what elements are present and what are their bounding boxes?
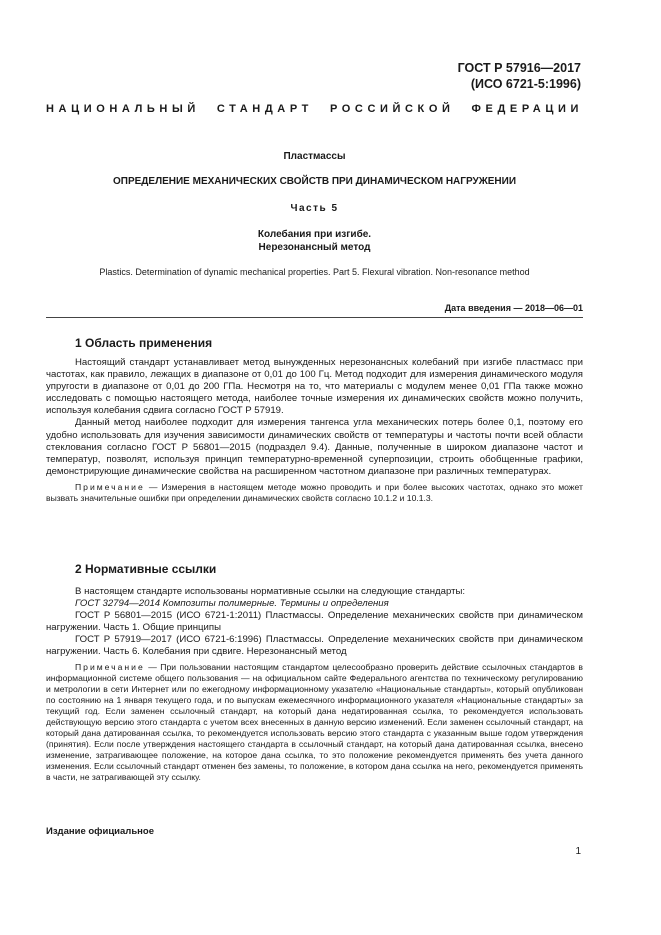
section-2-note [46,662,583,783]
reference-2: ГОСТ Р 56801—2015 (ИСО 6721-1:2011) Пластмассы. Определение механических свойств при динамическом нагружении. Часть 1. Общие принципы [46,610,583,634]
edition-label: Издание официальное [46,826,154,837]
national-standard-banner: НАЦИОНАЛЬНЫЙ СТАНДАРТ РОССИЙСКОЙ ФЕДЕРАЦИИ [46,103,583,115]
note-label: Примечание [75,661,145,672]
title-english: Plastics. Determination of dynamic mechanical properties. Part 5. Flexural vibration. Non-resonance method [99,267,530,277]
iso-code: (ИСО 6721-5:1996) [470,77,581,91]
title-part: Часть 5 [290,203,339,214]
reference-1: ГОСТ 32794—2014 Композиты полимерные. Термины и определения [75,598,389,610]
gost-code: ГОСТ Р 57916—2017 [457,61,581,75]
note-text: — Измерения в настоящем методе можно проводить и при более высоких частотах, однако это может вызвать значительные ошибки при определении динамических свойств согласно 10.1.2 и 10.1.3. [46,481,583,503]
page-number: 1 [575,846,581,857]
title-subtitle-line2: Нерезонансный метод [258,242,371,253]
title-plastics: Пластмассы [283,151,346,162]
title-subtitle [46,228,583,254]
section-2-heading: 2 Нормативные ссылки [75,562,217,576]
section-1-paragraph-1: Настоящий стандарт устанавливает метод вынужденных нерезонансных колебаний при изгибе пластмасс при частотах, как правило, лежащих в диапазоне от 0,01 до 100 Гц. Метод подходит для измерения динамического модуля упругости в диапазоне от 0,01 до 200 ГПа. Несмотря на то, что материалы с модулем менее 0,01 ГПа также можно исследовать с помощью настоящего метода, наиболее точные измерения их динамических свойств можно получить, используя колебания сдвига согласно ГОСТ Р 57919. [46,357,583,417]
section-2-intro: В настоящем стандарте использованы нормативные ссылки на следующие стандарты: [75,586,466,597]
title-main: ОПРЕДЕЛЕНИЕ МЕХАНИЧЕСКИХ СВОЙСТВ ПРИ ДИНАМИЧЕСКОМ НАГРУЖЕНИИ [112,176,517,187]
section-1-heading: 1 Область применения [75,336,213,350]
section-1-paragraph-2: Данный метод наиболее подходит для измерения тангенса угла механических потерь более 0,1, поэтому его удобно использовать для изучения зависимости динамических свойств от температуры и частоты почти всей области стеклования согласно ГОСТ Р 56801—2015 (подраздел 9.4). Данные, полученные в широком диапазоне частот и температур, позволят, используя принцип температурно-временной суперпозиции, строить обобщенные графики, демонстрирующие динамические свойства на расширенном частотном диапазоне при различных температурах. [46,417,583,477]
gost-code-block [458,60,581,92]
section-1-body [46,357,583,504]
note-text: — При пользовании настоящим стандартом целесообразно проверить действие ссылочных стандартов в информационной системе общего пользования — на официальном сайте Федерального агентства по техническому регулированию и метрологии в сети Интернет или по ежегодному информационному указателю «Национальные стандарты», который опубликован по состоянию на 1 января текущего года, и по выпускам ежемесячного информационного указателя «Национальные стандарты» за текущий год. Если заменен ссылочный стандарт, на который дана недатированная ссылка, то рекомендуется использовать действующую версию этого стандарта с учетом всех внесенных в данную версию изменений. Если заменен ссылочный стандарт, на который дана датированная ссылка, то рекомендуется использовать версию этого стандарта с указанным выше годом утверждения (принятия). Если после утверждения настоящего стандарта в ссылочный стандарт, на который дана датированная ссылка, внесено изменение, затрагивающее положение, на которое дана ссылка, то это положение рекомендуется применять без учета данного изменения. Если ссылочный стандарт отменен без замены, то положение, в котором дана ссылка на него, рекомендуется применять в части, не затрагивающей эту ссылку. [46,661,583,782]
note-label: Примечание [75,481,145,492]
introduction-date: Дата введения — 2018—06—01 [46,303,583,318]
section-1-note [46,482,583,504]
title-subtitle-line1: Колебания при изгибе. [257,229,372,240]
reference-3: ГОСТ Р 57919—2017 (ИСО 6721-6:1996) Пластмассы. Определение механических свойств при динамическом нагружении. Часть 6. Колебания при сдвиге. Нерезонансный метод [46,634,583,658]
section-2-body [46,586,583,783]
